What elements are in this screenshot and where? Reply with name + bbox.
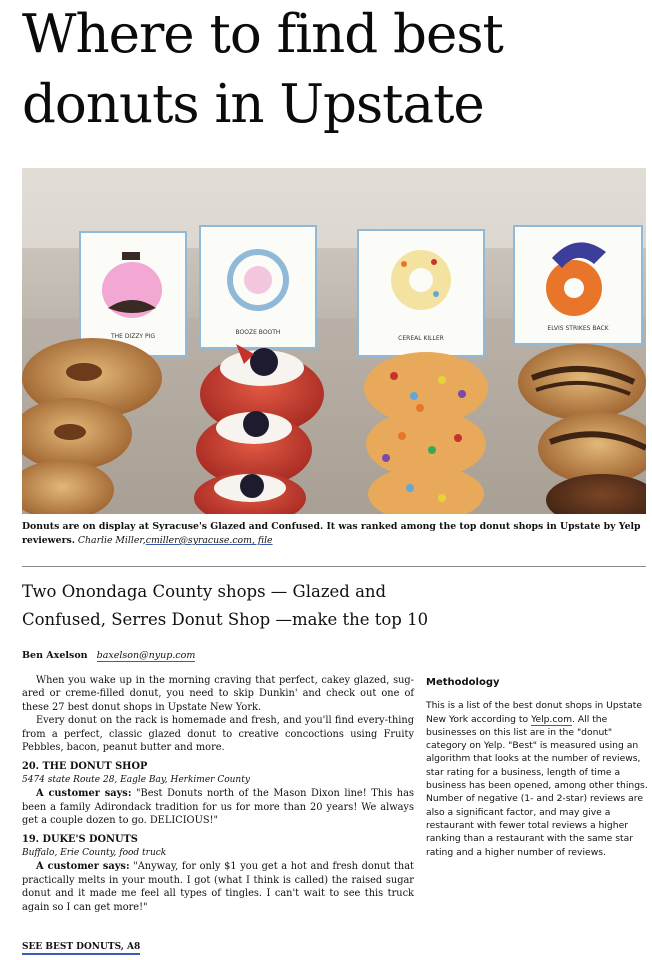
methodology-text (426, 699, 648, 859)
body-paragraph: When you wake up in the morning craving that perfect, cakey glazed, sug-ared or creme-filled donut, you need to skip Dunkin' and check out one of these 27 best donut shops in Upstate New York. (22, 675, 414, 713)
photo-caption (22, 520, 646, 548)
article-body (22, 674, 414, 914)
caption-email[interactable]: cmiller@syracuse.com, file (145, 535, 273, 546)
sign-label-1: THE DIZZY PIG (110, 333, 156, 340)
shop-review (22, 787, 414, 827)
author-email-link[interactable]: baxelson@nyup.com (96, 650, 196, 661)
methodology-text-end: . All the businesses on this list are in the "donut" category on Yelp. "Best" is measured using an algorithm that looks at the number of reviews, star rating for a business, length of time a business has been opened, among other things. Number of negative (1- and 2-star) reviews are also a significant factor, and may give a restaurant with fewer total reviews a higher ranking than a restaurant with the same star rating and a higher number of reviews. (426, 713, 648, 858)
see-more-link[interactable]: SEE BEST DONUTS, A8 (22, 942, 140, 955)
shop-location: 5474 state Route 28, Eagle Bay, Herkimer County (22, 774, 250, 785)
review-text: "Best Donuts north of the Mason Dixon line! This has been a family Adirondack tradition for us for more than 20 years! We always get a couple dozen to go. DELICIOUS!" (22, 788, 414, 827)
sign-label-3: CEREAL KILLER (398, 335, 444, 342)
subheadline-line-2: Confused, Serres Donut Shop —make the top 10 (22, 610, 429, 629)
headline-line-2: donuts in Upstate (22, 74, 484, 135)
sign-dizzy-pig (80, 232, 186, 356)
yelp-link[interactable]: Yelp.com (531, 713, 573, 725)
sign-elvis-strikes-back (514, 226, 642, 344)
methodology-sidebar (426, 676, 648, 859)
shop-location: Buffalo, Erie County, food truck (22, 847, 167, 858)
donut-photo-illustration (22, 168, 646, 514)
sign-label-4: ELVIS STRIKES BACK (547, 325, 609, 332)
body-paragraph: Every donut on the rack is homemade and fresh, and you'll find every-thing from a perfect, classic glazed donut to creative concoctions using Fruity Pebbles, bacon, peanut butter and more. (22, 715, 414, 754)
sign-label-2: BOOZE BOOTH (235, 329, 281, 336)
author-name: Ben Axelson (22, 650, 88, 661)
shop-review (22, 860, 414, 914)
donut-photo (22, 168, 646, 514)
caption-credit: Charlie Miller, (77, 535, 146, 546)
shop-title: 20. THE DONUT SHOP (22, 761, 148, 773)
caption-text: Donuts are on display at Syracuse's Glazed and Confused. It was ranked among the top donut shops in Upstate by Yelp reviewers. (22, 521, 641, 546)
subheadline (22, 578, 442, 634)
donuts-cereal (364, 352, 488, 514)
subheadline-line-1: Two Onondaga County shops — Glazed and (22, 582, 387, 601)
sign-booze-booth (200, 226, 316, 348)
shop-title: 19. DUKE'S DONUTS (22, 834, 138, 846)
sign-cereal-killer (358, 230, 484, 356)
review-lead: A customer says: (36, 788, 132, 800)
review-text: "Anyway, for only $1 you get a hot and fresh donut that practically melts in your mouth. I got (what I think is called) the raised sugar donut and it made me feel all types of tingles. I can't wait to see this truck again so I can get more!" (22, 861, 414, 913)
byline (22, 650, 195, 661)
headline-line-1: Where to find best (22, 4, 503, 65)
methodology-heading: Methodology (426, 677, 500, 688)
review-lead: A customer says: (36, 861, 130, 873)
headline (22, 0, 642, 140)
section-divider (22, 566, 646, 567)
methodology-text-start: This is a list of the best donut shops in Upstate New York according to (426, 700, 643, 725)
